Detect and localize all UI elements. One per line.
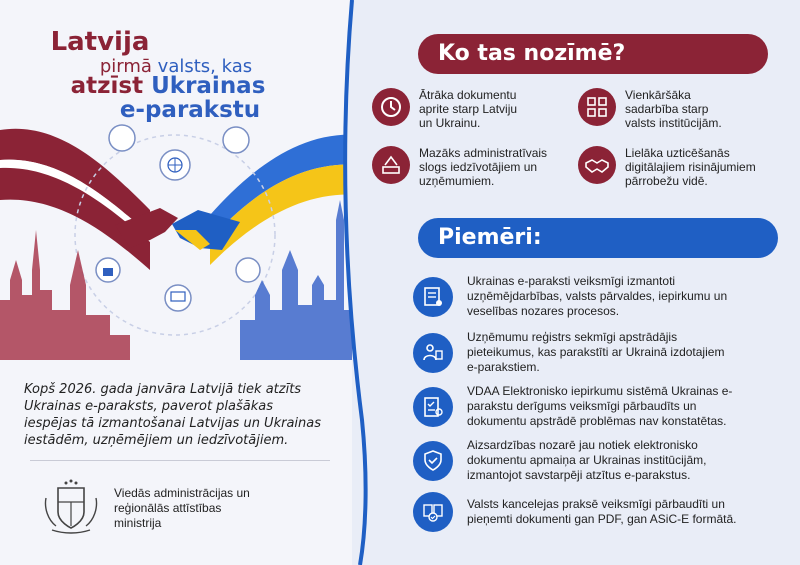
registry-icon [413,333,453,373]
examples-heading: Piemēri: [418,218,778,258]
example-item: Valsts kancelejas praksē veiksmīgi pārbaudīti un pieņemti dokumenti gan PDF, gan ASiC-E formātā. [413,492,772,532]
meaning-item: Ātrāka dokumentu aprite starp Latviju un Ukrainu. [372,88,517,130]
meaning-item: Mazāks administratīvais slogs iedzīvotājiem un uzņēmumiem. [372,146,547,188]
burden-icon [372,146,410,184]
left-panel [0,0,360,565]
meaning-heading: Ko tas nozīmē? [418,34,768,74]
collaboration-icon [578,88,616,126]
curved-divider [340,0,380,565]
shield-icon [413,441,453,481]
example-item: Uzņēmumu reģistrs sekmīgi apstrādājis pieteikumus, kas parakstīti ar Ukrainā izdotajiem e-parakstiem. [413,330,772,375]
example-item: Ukrainas e-paraksti veiksmīgi izmantoti uzņēmējdarbības, valsts pārvaldes, iepirkumu un veselības nozares procesos. [413,274,772,319]
title-line3: atzīst Ukrainas [70,73,266,99]
ministry-name: Viedās administrācijas un reģionālās attīstības ministrija [114,486,250,530]
separator [30,460,330,461]
procurement-icon [413,387,453,427]
documents-icon [413,492,453,532]
meaning-item: Vienkāršāka sadarbība starp valsts institūcijām. [578,88,722,130]
handshake-illustration [0,110,360,360]
meaning-item: Lielāka uzticēšanās digitālajiem risinājumiem pārrobežu vidē. [578,146,756,188]
title-latvija: Latvija [50,27,150,57]
intro-text: Kopš 2026. gada janvāra Latvijā tiek atzīts Ukrainas e-paraksts, paverot plašākas iespējas tā izmantošanai Latvijas un Ukrainas iestādēm, uzņēmējiem un iedzīvotājiem. [24,382,322,448]
clock-icon [372,88,410,126]
coat-of-arms-icon [40,478,102,536]
example-item: Aizsardzības nozarē jau notiek elektronisko dokumentu apmaiņa ar Ukrainas institūcijām, izmantojot savstarpēji atzītus e-parakstus. [413,438,772,483]
example-item: VDAA Elektronisko iepirkumu sistēmā Ukrainas e- parakstu derīgums veiksmīgi pārbaudīts un dokumentu apstrādē problēmas nav konstatētas. [413,384,772,429]
certificate-icon [413,277,453,317]
title-line4: e-parakstu [119,97,261,123]
title-line2: pirmā valsts, kas [99,56,253,77]
handshake-icon [578,146,616,184]
